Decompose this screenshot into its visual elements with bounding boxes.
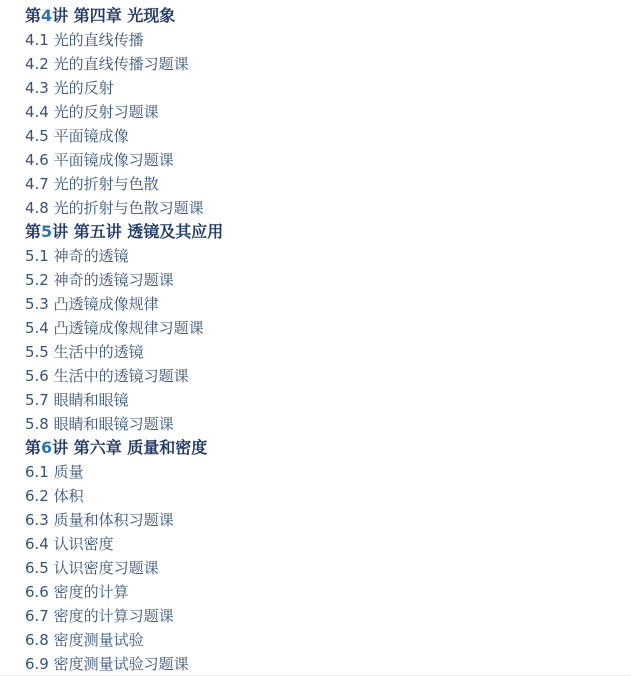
- chapter-6-heading-rest: 讲 第六章 质量和密度: [52, 438, 208, 457]
- lesson-item-5-8[interactable]: 5.8 眼睛和眼镜习题课: [25, 415, 174, 433]
- lesson-item-5-4[interactable]: 5.4 凸透镜成像规律习题课: [25, 319, 204, 337]
- lesson-item-6-8[interactable]: 6.8 密度测量试验: [25, 631, 144, 649]
- chapter-5-heading-number: 5: [41, 222, 53, 241]
- lesson-item-6-1[interactable]: 6.1 质量: [25, 463, 84, 481]
- lesson-item-6-2[interactable]: 6.2 体积: [25, 487, 84, 505]
- chapter-6-heading: [25, 436, 611, 460]
- lesson-item-5-5[interactable]: 5.5 生活中的透镜: [25, 343, 144, 361]
- lesson-item-4-2[interactable]: 4.2 光的直线传播习题课: [25, 55, 189, 73]
- section-chapter-6: [25, 436, 611, 676]
- lesson-item-5-7[interactable]: 5.7 眼睛和眼镜: [25, 391, 129, 409]
- chapter-5-heading-rest: 讲 第五讲 透镜及其应用: [52, 222, 224, 241]
- lesson-item-5-1[interactable]: 5.1 神奇的透镜: [25, 247, 129, 265]
- lesson-item-6-7[interactable]: 6.7 密度的计算习题课: [25, 607, 174, 625]
- section-chapter-5: [25, 220, 611, 436]
- chapter-4-heading-prefix: 第: [25, 6, 42, 25]
- lesson-item-4-6[interactable]: 4.6 平面镜成像习题课: [25, 151, 174, 169]
- chapter-6-heading-prefix: 第: [25, 438, 42, 457]
- lesson-item-4-3[interactable]: 4.3 光的反射: [25, 79, 114, 97]
- chapter-5-heading: [25, 220, 611, 244]
- lesson-item-5-2[interactable]: 5.2 神奇的透镜习题课: [25, 271, 174, 289]
- lesson-item-6-3[interactable]: 6.3 质量和体积习题课: [25, 511, 174, 529]
- lesson-item-4-5[interactable]: 4.5 平面镜成像: [25, 127, 129, 145]
- chapter-4-heading: [25, 4, 611, 28]
- lesson-item-5-3[interactable]: 5.3 凸透镜成像规律: [25, 295, 159, 313]
- lesson-item-6-4[interactable]: 6.4 认识密度: [25, 535, 114, 553]
- lesson-item-4-4[interactable]: 4.4 光的反射习题课: [25, 103, 159, 121]
- lesson-item-6-9[interactable]: 6.9 密度测量试验习题课: [25, 655, 189, 673]
- lesson-item-5-6[interactable]: 5.6 生活中的透镜习题课: [25, 367, 189, 385]
- chapter-4-heading-rest: 讲 第四章 光现象: [52, 6, 176, 25]
- lesson-item-4-8[interactable]: 4.8 光的折射与色散习题课: [25, 199, 204, 217]
- chapter-5-heading-prefix: 第: [25, 222, 42, 241]
- chapter-6-heading-number: 6: [41, 438, 53, 457]
- section-chapter-4: [25, 4, 611, 220]
- lesson-item-4-7[interactable]: 4.7 光的折射与色散: [25, 175, 159, 193]
- chapter-4-heading-number: 4: [41, 6, 53, 25]
- lesson-item-6-5[interactable]: 6.5 认识密度习题课: [25, 559, 159, 577]
- lesson-item-4-1[interactable]: 4.1 光的直线传播: [25, 31, 144, 49]
- lesson-item-6-6[interactable]: 6.6 密度的计算: [25, 583, 129, 601]
